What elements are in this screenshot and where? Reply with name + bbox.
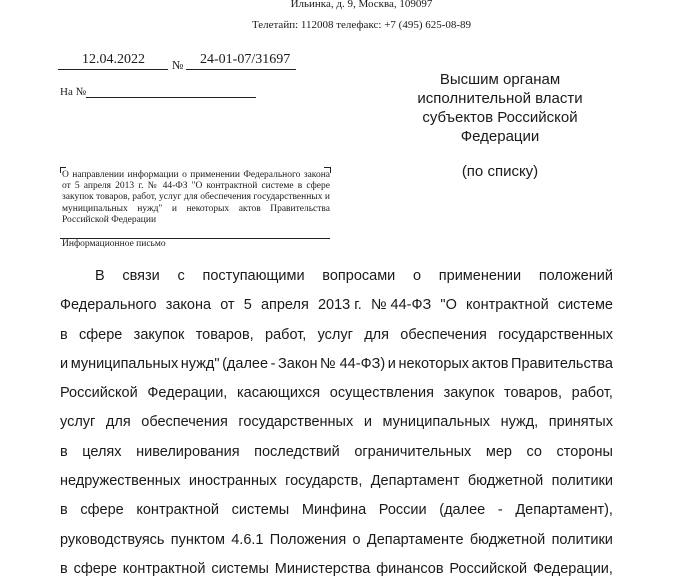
body-word: сфере bbox=[73, 560, 117, 577]
letterhead-address: Ильинка, д. 9, Москва, 109097 bbox=[290, 0, 433, 10]
body-word: муниципальных bbox=[70, 355, 179, 372]
body-word: нужд" bbox=[180, 355, 220, 372]
body-word: в bbox=[60, 502, 68, 519]
body-word: контрактной bbox=[122, 560, 206, 577]
body-word: вопросами bbox=[322, 268, 396, 284]
body-word: системы bbox=[211, 560, 269, 577]
body-word: и bbox=[387, 355, 396, 372]
body-word: пунктом bbox=[170, 531, 225, 548]
body-word: - bbox=[497, 502, 503, 519]
body-word: Российской bbox=[60, 385, 138, 402]
body-word: и bbox=[363, 414, 372, 431]
body-word: услуг bbox=[60, 414, 96, 431]
letter-type: Информационное письмо bbox=[62, 239, 166, 249]
body-word: государственных bbox=[498, 326, 613, 343]
subject-text: О направлении информации о применении Федерального закона от 5 апреля 2013 г. № 44-ФЗ "О контрактной системе в сфере закупок товаров, работ, услуг для обеспечения государственных и муниципальных нужд" и некоторых актов Правительства Российской Федерации bbox=[62, 170, 330, 225]
body-word: - bbox=[270, 355, 276, 372]
body-word: "О bbox=[440, 297, 457, 314]
body-word: со bbox=[526, 443, 542, 460]
letter-number: 24-01-07/31697 bbox=[200, 52, 291, 67]
subject-bracket bbox=[330, 167, 331, 173]
body-word: финансов bbox=[376, 560, 444, 577]
body-word: связи bbox=[122, 268, 160, 284]
body-word: о bbox=[352, 531, 361, 548]
body-word: политики bbox=[551, 473, 613, 490]
body-word: Министерства bbox=[274, 560, 371, 577]
reply-to-label: На № bbox=[60, 86, 87, 98]
body-word: сфере bbox=[79, 326, 123, 343]
body-word: Минфина bbox=[301, 502, 367, 519]
body-word: обеспечения bbox=[400, 326, 487, 343]
body-word: № 44-ФЗ bbox=[370, 297, 432, 314]
body-word: Департаменте bbox=[366, 531, 464, 548]
body-word: недружественных bbox=[60, 473, 181, 490]
body-word: мер bbox=[485, 443, 512, 460]
body-word: товаров, bbox=[195, 326, 254, 343]
body-word: Департамент), bbox=[515, 502, 613, 519]
body-word: поступающими bbox=[202, 268, 305, 284]
addressee-block bbox=[400, 70, 600, 181]
body-line bbox=[60, 291, 613, 320]
body-word: работ, bbox=[571, 385, 613, 402]
body-word: государств, bbox=[285, 473, 363, 490]
body-word: 2013 г. bbox=[317, 297, 362, 314]
addressee-line: субъектов Российской bbox=[422, 109, 578, 126]
body-word: контрактной bbox=[466, 297, 549, 314]
body-word: положений bbox=[538, 268, 613, 284]
body-line bbox=[60, 438, 613, 467]
reply-to-underline bbox=[86, 97, 256, 98]
body-word: осуществления bbox=[329, 385, 434, 402]
body-word: в bbox=[60, 560, 68, 577]
body-word: Федерации, bbox=[532, 560, 613, 577]
body-line bbox=[60, 496, 613, 525]
subject-bracket bbox=[324, 167, 330, 168]
number-sign: № bbox=[172, 58, 184, 72]
addressee-line: Федерации bbox=[460, 128, 540, 145]
body-word: закупок bbox=[133, 326, 185, 343]
body-word: руководствуясь bbox=[60, 531, 165, 548]
body-word: иностранных bbox=[188, 473, 277, 490]
body-word: апреля bbox=[260, 297, 309, 314]
body-word: Федерации, bbox=[147, 385, 228, 402]
body-word: закупок bbox=[443, 385, 495, 402]
body-text bbox=[60, 262, 613, 584]
body-word: Российской bbox=[449, 560, 528, 577]
body-line bbox=[60, 321, 613, 350]
body-word: Правительства bbox=[511, 355, 613, 372]
body-word: (далее bbox=[439, 502, 486, 519]
body-word: Федерального bbox=[60, 297, 157, 314]
body-word: работ, bbox=[265, 326, 307, 343]
body-word: применении bbox=[438, 268, 522, 284]
body-word: услуг bbox=[317, 326, 353, 343]
body-word: системе bbox=[557, 297, 613, 314]
body-word: бюджетной bbox=[467, 473, 544, 490]
body-word: от bbox=[220, 297, 235, 314]
body-line bbox=[60, 262, 613, 291]
letter-date: 12.04.2022 bbox=[82, 52, 145, 67]
body-word: последствий bbox=[254, 443, 340, 460]
body-line bbox=[60, 379, 613, 408]
body-word: № 44-ФЗ) bbox=[320, 355, 386, 372]
letterhead-contacts: Телетайп: 112008 телефакс: +7 (495) 625-08-89 bbox=[251, 19, 472, 31]
body-word: 4.6.1 bbox=[231, 531, 264, 548]
body-word: обеспечения bbox=[141, 414, 228, 431]
body-word: закона bbox=[165, 297, 212, 314]
body-word: в bbox=[60, 443, 68, 460]
addressee-line: Высшим органам bbox=[439, 71, 561, 88]
date-underline bbox=[58, 69, 168, 70]
body-word: Положения bbox=[269, 531, 347, 548]
addressee-list-note: (по списку) bbox=[461, 163, 539, 180]
body-word: целях bbox=[82, 443, 122, 460]
body-word: актов bbox=[471, 355, 509, 372]
body-line bbox=[60, 555, 613, 584]
addressee-line: исполнительной власти bbox=[417, 90, 583, 107]
body-word: муниципальных bbox=[382, 414, 491, 431]
body-word: и bbox=[60, 355, 69, 372]
body-word: Закон bbox=[278, 355, 318, 372]
body-word: Департамент bbox=[370, 473, 460, 490]
body-word: принятых bbox=[548, 414, 613, 431]
body-word: стороны bbox=[556, 443, 613, 460]
body-line bbox=[60, 467, 613, 496]
body-line bbox=[60, 408, 613, 437]
body-word: государственных bbox=[238, 414, 354, 431]
body-word: касающихся bbox=[237, 385, 321, 402]
body-line bbox=[60, 526, 613, 555]
body-word: нужд, bbox=[500, 414, 539, 431]
body-word: сфере bbox=[80, 502, 124, 519]
body-word: бюджетной bbox=[469, 531, 546, 548]
body-word: политики bbox=[551, 531, 613, 548]
subject-bracket bbox=[60, 167, 66, 168]
body-line bbox=[60, 350, 613, 379]
body-word: В bbox=[95, 268, 105, 284]
body-word: нивелирования bbox=[136, 443, 240, 460]
body-word: для bbox=[364, 326, 389, 343]
body-word: товаров, bbox=[504, 385, 563, 402]
body-word: для bbox=[105, 414, 131, 431]
body-word: в bbox=[60, 326, 68, 343]
body-word: о bbox=[412, 268, 422, 284]
body-word: ограничительных bbox=[354, 443, 472, 460]
number-underline bbox=[186, 69, 296, 70]
body-word: (далее bbox=[222, 355, 269, 372]
body-word: 5 bbox=[243, 297, 252, 314]
body-word: России bbox=[378, 502, 427, 519]
body-word: системы bbox=[231, 502, 290, 519]
body-word: контрактной bbox=[136, 502, 220, 519]
body-word: некоторых bbox=[398, 355, 470, 372]
body-word: с bbox=[177, 268, 185, 284]
